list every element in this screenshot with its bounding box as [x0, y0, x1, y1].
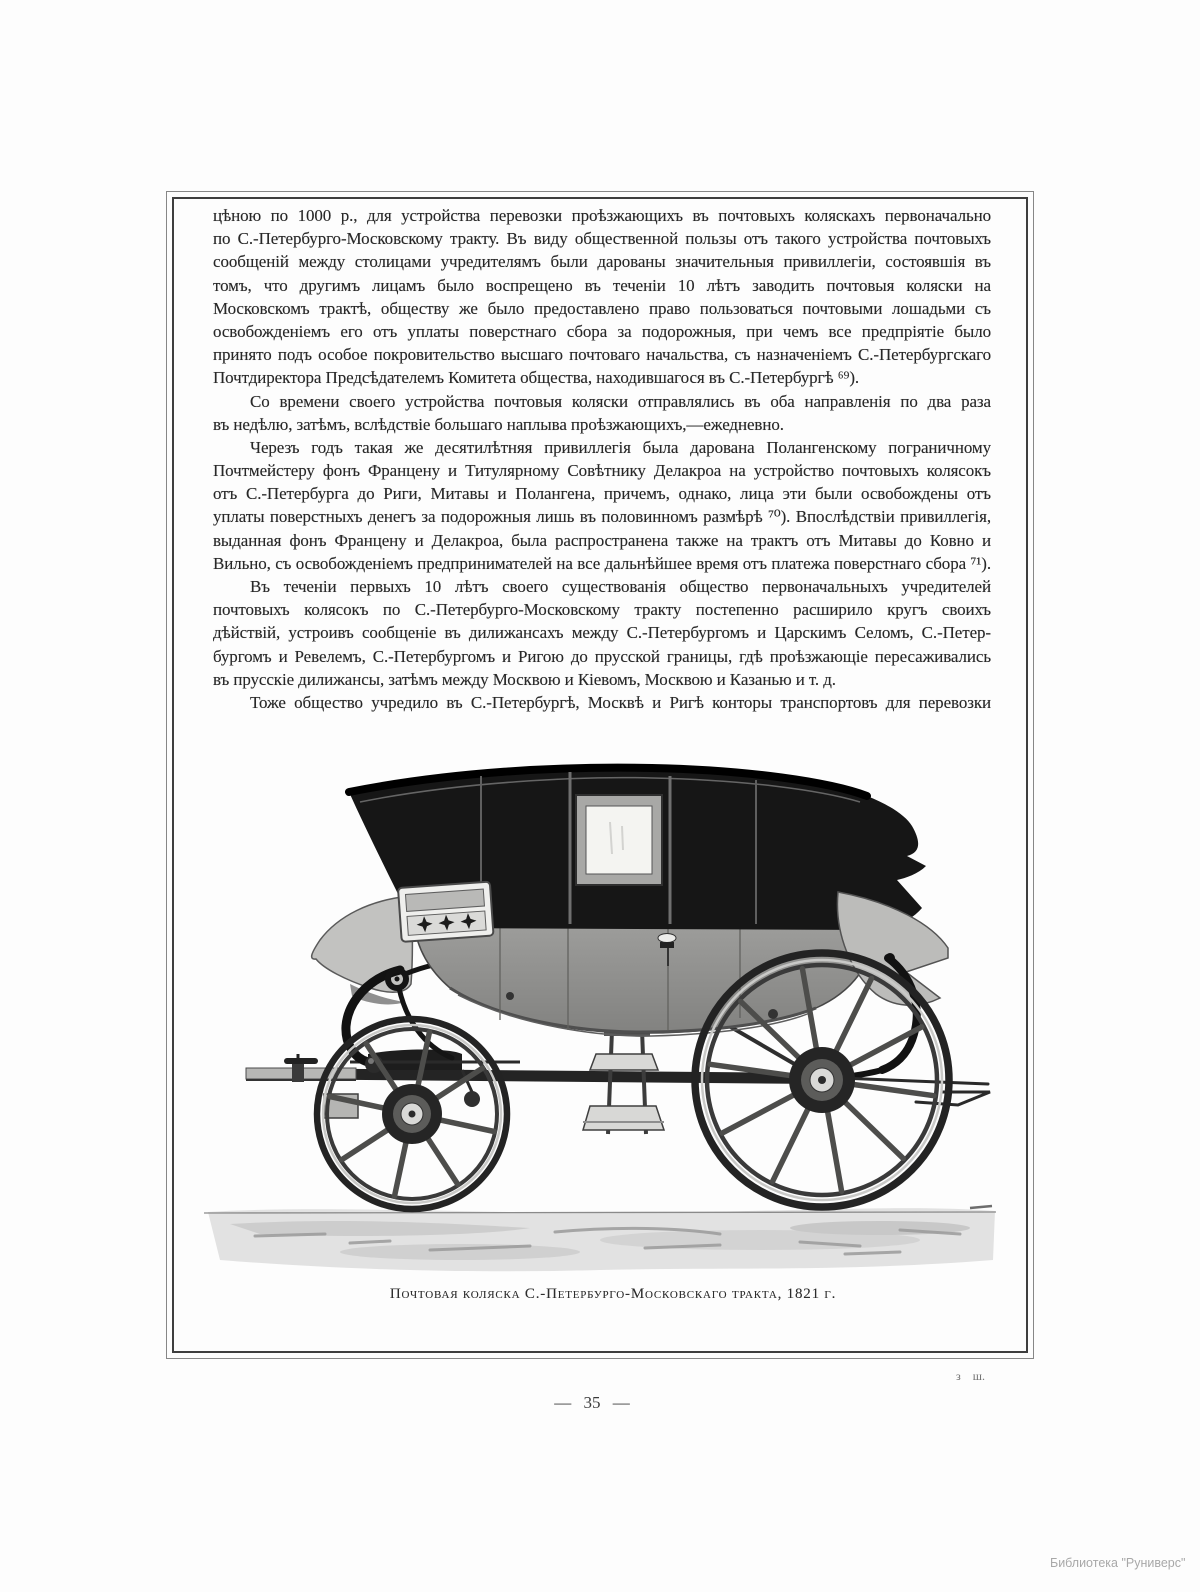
text-line: по С.-Петербурго-Московскому тракту. Въ виду общественной пользы отъ такого устройства почтовыхъ: [213, 229, 991, 249]
text-line: бургомъ и Ревелемъ, С.-Петербургомъ и Ригою до прусской границы, гдѣ проѣзжающіе пересаживались: [213, 646, 991, 666]
paragraph: [213, 204, 991, 390]
text-line: сообщеній между столицами учредителямъ были дарованы значительныя привиллегіи, состоявшія въ: [213, 252, 991, 272]
text-line: Вильно, съ освобожденіемъ предпринимателей на все дальнѣйшее время отъ платежа поверстнаго сбора ⁷¹).: [213, 553, 991, 573]
star-plaque: [398, 882, 494, 942]
paragraph: [213, 390, 991, 436]
text-line: Почтдиректора Предсѣдателемъ Комитета общества, находившагося въ С.-Петербургѣ ⁶⁹).: [213, 368, 860, 388]
library-watermark: Библиотека "Руниверс": [1050, 1556, 1186, 1570]
paragraph: [213, 436, 991, 575]
text-line: Московскомъ трактѣ, обществу же было предоставлено право пользоваться почтовыми лошадьми съ: [213, 298, 991, 318]
text-line: дѣйствій, устроивъ сообщеніе въ дилижансахъ между С.-Петербургомъ и Царскимъ Селомъ, С.-Петер-: [213, 623, 991, 643]
text-line: отъ С.-Петербурга до Риги, Митавы и Полангена, причемъ, однако, лица эти были освобождены отъ: [213, 484, 991, 504]
signature-mark: з ш.: [956, 1369, 985, 1383]
body-text: [213, 204, 991, 714]
text-line: почтовыхъ колясокъ по С.-Петербурго-Московскому тракту постепенно расширило кругъ своихъ: [213, 600, 991, 620]
text-line: въ прусскіе дилижансы, затѣмъ между Москвою и Кіевомъ, Москвою и Казанью и т. д.: [213, 669, 836, 689]
illustration-caption: Почтовая коляска С.-Петербурго-Московскаго тракта, 1821 г.: [389, 1286, 837, 1302]
text-line: принято подъ особое покровительство высшаго почтоваго начальства, съ назначеніемъ С.-Петербургскаго: [213, 345, 991, 365]
ground-wash: [204, 1206, 996, 1271]
text-line: выданная фонъ Францену и Делакроа, была распространена также на трактъ отъ Митавы до Ковно и: [213, 530, 991, 550]
text-line: Почтмейстеру фонъ Францену и Титулярному Совѣтнику Делакроа на устройство почтовыхъ колясокъ: [213, 461, 991, 481]
text-line: Тоже общество учредило въ С.-Петербургѣ, Москвѣ и Ригѣ конторы транспортовъ для перевозки: [250, 692, 991, 712]
text-line: въ недѣлю, затѣмъ, вслѣдствіе большаго наплыва проѣзжающихъ,—ежедневно.: [213, 414, 784, 434]
text-line: Со времени своего устройства почтовыя коляски отправлялись въ оба направленія по два раза: [250, 391, 991, 411]
text-line: Черезъ годъ такая же десятилѣтняя привиллегія была дарована Полангенскому пограничному: [250, 437, 991, 457]
paragraph: [213, 575, 991, 691]
page-number: — 35 —: [554, 1393, 630, 1412]
carriage-illustration: [200, 762, 1000, 1280]
door-window: [586, 806, 652, 874]
text-line: освобожденіемъ его отъ уплаты поверстнаго сбора за подорожныя, при чемъ все предпріятіе было: [213, 321, 991, 341]
door-handle: [658, 934, 676, 943]
text-line: уплаты поверстныхъ денегъ за подорожныя лишь въ половинномъ размѣрѣ ⁷⁰). Впослѣдствіи привиллегія,: [213, 507, 991, 527]
paragraph: [213, 691, 991, 714]
text-line: цѣною по 1000 р., для устройства перевозки проѣзжающихъ въ почтовыхъ коляскахъ первоначально: [213, 206, 991, 225]
text-line: Въ теченіи первыхъ 10 лѣтъ своего существованія общество первоначальныхъ учредителей: [250, 577, 991, 596]
text-line: томъ, что другимъ лицамъ было воспрещено въ теченіи 10 лѣтъ заводить почтовыя коляски на: [213, 275, 991, 295]
